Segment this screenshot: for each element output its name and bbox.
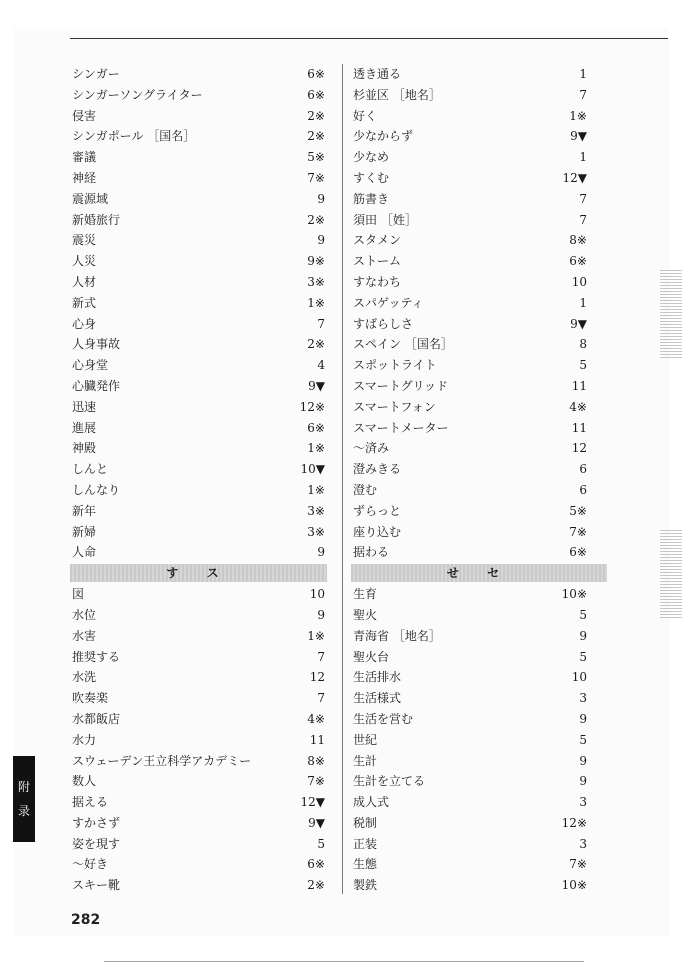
entry-lesson-number: 10※ [561,587,587,602]
entry-term: 筋書き [353,191,390,206]
entry-term: 生育 [353,587,378,602]
entry-term: 震源域 [72,191,109,206]
index-entry [351,334,607,355]
index-entry [70,189,327,210]
index-entry [351,751,607,772]
entry-term: スマートメーター [353,420,449,435]
entry-term: 製鉄 [353,878,378,893]
entry-term: 聖火台 [353,649,390,664]
entry-lesson-number: 8※ [307,753,325,768]
entry-term: ～済み [353,441,390,456]
entry-term: ストーム [353,254,402,269]
side-tab-char-2: 录 [17,804,30,818]
entry-lesson-number: 2※ [307,337,325,352]
entry-lesson-number: 9 [317,607,325,622]
index-entry [351,542,607,563]
entry-term: 水力 [72,732,97,747]
entry-lesson-number: 9 [579,774,587,789]
index-entry [351,293,607,314]
entry-term: 好く [353,108,378,123]
entry-term: ずらっと [353,503,402,518]
entry-lesson-number: 9 [317,233,325,248]
index-entry [351,792,607,813]
index-entry [351,667,607,688]
entry-term: 神経 [72,170,97,185]
entry-lesson-number: 7※ [569,524,587,539]
entry-lesson-number: 4※ [569,399,587,414]
entry-lesson-number: 8※ [569,233,587,248]
entry-term: すかさず [72,815,121,830]
entry-lesson-number: 6※ [307,67,325,81]
entry-term: 少なめ [353,150,390,165]
index-entry [351,376,607,397]
entry-term: 迅速 [72,399,97,414]
entry-lesson-number: 12▼ [300,795,325,810]
entry-lesson-number: 4※ [307,711,325,726]
entry-lesson-number: 2※ [307,212,325,227]
appendix-side-tab [13,756,35,842]
entry-lesson-number: 12 [309,670,325,685]
index-entry [351,438,607,459]
entry-term: 杉並区 ［地名］ [353,87,441,102]
entry-term: スマートグリッド [353,378,449,393]
entry-lesson-number: 1 [579,67,587,81]
entry-lesson-number: 7 [579,87,587,102]
entry-term: シンガーソングライター [72,87,203,102]
index-entry [70,647,327,668]
entry-term: 生活様式 [353,691,402,706]
index-entry [70,397,327,418]
index-entry [351,355,607,376]
index-entry [351,459,607,480]
index-entry [70,771,327,792]
entry-lesson-number: 6※ [569,545,587,560]
entry-term: スタメン [353,233,402,248]
entry-term: しんなり [72,482,121,497]
index-entry [351,210,607,231]
entry-term: 生活排水 [353,670,402,685]
index-entry [351,626,607,647]
entry-lesson-number: 7※ [307,170,325,185]
entry-term: 正装 [353,836,378,851]
index-entry [351,126,607,147]
entry-lesson-number: 5 [579,607,587,622]
index-entry [351,605,607,626]
entry-lesson-number: 9▼ [570,129,587,144]
entry-term: 吹奏楽 [72,691,109,706]
index-entry [351,584,607,605]
index-entry [70,293,327,314]
index-entry [351,85,607,106]
entry-term: 心身堂 [72,358,109,373]
index-entry [70,542,327,563]
entry-term: 少なからず [353,129,414,144]
index-entry [70,210,327,231]
left-index-column [70,64,327,896]
index-entry [70,688,327,709]
entry-lesson-number: 3 [579,691,587,706]
entry-lesson-number: 7 [317,316,325,331]
scan-edge-mark [660,268,682,358]
index-entry [70,522,327,543]
entry-lesson-number: 8 [579,337,587,352]
entry-term: 水洗 [72,670,97,685]
entry-term: 人災 [72,254,97,269]
index-entry [70,792,327,813]
entry-lesson-number: 9▼ [308,378,325,393]
index-entry [70,334,327,355]
entry-term: 人身事故 [72,337,121,352]
index-entry [351,314,607,335]
index-entry [70,106,327,127]
entry-lesson-number: 7※ [307,774,325,789]
index-entry [351,189,607,210]
entry-term: 据わる [353,545,390,560]
index-entry [351,397,607,418]
entry-lesson-number: 6 [579,462,587,477]
scan-edge-mark [660,528,682,618]
entry-term: 水害 [72,628,97,643]
section-heading-bar: せ セ [351,564,607,582]
entry-term: スキー靴 [72,878,121,893]
entry-lesson-number: 1※ [307,441,325,456]
entry-lesson-number: 6※ [307,857,325,872]
entry-lesson-number: 7 [317,649,325,664]
entry-term: 姿を現す [72,836,121,851]
entry-lesson-number: 1※ [569,108,587,123]
index-entry [351,730,607,751]
entry-lesson-number: 7 [579,212,587,227]
index-entry [351,647,607,668]
index-entry [351,771,607,792]
entry-lesson-number: 12※ [299,399,325,414]
entry-term: 侵害 [72,108,97,123]
entry-lesson-number: 12 [571,441,587,456]
entry-term: 据える [72,795,109,810]
entry-term: 新年 [72,503,97,518]
entry-term: 新婦 [72,524,97,539]
entry-term: 心臓発作 [72,378,121,393]
entry-lesson-number: 9 [317,545,325,560]
entry-lesson-number: 1※ [307,482,325,497]
index-entry [70,168,327,189]
entry-lesson-number: 5 [317,836,325,851]
index-entry [70,667,327,688]
entry-lesson-number: 10※ [561,878,587,893]
entry-lesson-number: 2※ [307,878,325,893]
entry-term: 青海省 ［地名］ [353,628,441,643]
entry-lesson-number: 3※ [307,503,325,518]
entry-term: 心身 [72,316,97,331]
index-entry [70,85,327,106]
entry-term: 数人 [72,774,97,789]
entry-lesson-number: 7 [317,691,325,706]
top-rule [70,38,668,39]
index-entry [351,709,607,730]
entry-term: 図 [72,587,85,602]
entry-lesson-number: 3 [579,836,587,851]
entry-term: シンガポール ［国名］ [72,129,196,144]
entry-lesson-number: 3※ [307,274,325,289]
entry-lesson-number: 5※ [307,150,325,165]
index-entry [70,147,327,168]
index-entry [70,813,327,834]
entry-lesson-number: 7※ [569,857,587,872]
index-entry [70,709,327,730]
entry-lesson-number: 4 [317,358,325,373]
index-entry [351,813,607,834]
entry-term: 人材 [72,274,97,289]
side-tab-char-1: 附 [17,780,30,794]
entry-term: すなわち [353,274,402,289]
index-entry [351,501,607,522]
entry-lesson-number: 10 [571,274,587,289]
entry-term: 生態 [353,857,378,872]
index-entry [70,751,327,772]
entry-term: 透き通る [353,67,402,81]
index-entry [351,64,607,85]
entry-lesson-number: 3※ [307,524,325,539]
entry-term: すばらしさ [353,316,414,331]
index-entry [70,501,327,522]
entry-term: 進展 [72,420,97,435]
entry-term: 新式 [72,295,97,310]
index-entry [70,584,327,605]
entry-lesson-number: 9 [579,711,587,726]
index-entry [351,688,607,709]
entry-lesson-number: 1 [579,295,587,310]
entry-term: 須田 ［姓］ [353,212,417,227]
entry-term: スパゲッティ [353,295,424,310]
index-entry [70,626,327,647]
entry-lesson-number: 5※ [569,503,587,518]
index-entry [351,251,607,272]
entry-lesson-number: 1※ [307,628,325,643]
entry-term: スマートフォン [353,399,436,414]
entry-term: スウェーデン王立科学アカデミー [72,753,252,768]
bottom-divider [104,961,584,962]
entry-lesson-number: 1 [579,150,587,165]
index-entry [351,854,607,875]
index-entry [70,376,327,397]
entry-lesson-number: 9▼ [570,316,587,331]
index-entry [351,834,607,855]
index-entry [70,730,327,751]
entry-term: 税制 [353,815,378,830]
entry-term: 座り込む [353,524,402,539]
entry-term: 世紀 [353,732,378,747]
entry-term: 神殿 [72,441,97,456]
index-entry [70,418,327,439]
entry-lesson-number: 10 [571,670,587,685]
entry-lesson-number: 12※ [561,815,587,830]
index-entry [70,251,327,272]
index-entry [70,230,327,251]
entry-lesson-number: 5 [579,649,587,664]
entry-term: 生計 [353,753,378,768]
entry-term: スポットライト [353,358,437,373]
entry-term: 澄みきる [353,462,402,477]
entry-lesson-number: 11 [309,732,325,747]
entry-lesson-number: 9 [579,753,587,768]
entry-lesson-number: 1※ [307,295,325,310]
index-entry [70,314,327,335]
entry-lesson-number: 9 [317,191,325,206]
index-entry [70,459,327,480]
entry-term: 生活を営む [353,711,414,726]
index-entry [351,147,607,168]
index-entry [70,272,327,293]
index-entry [351,522,607,543]
page-number: 282 [71,912,101,928]
entry-term: 震災 [72,233,97,248]
entry-term: 成人式 [353,795,390,810]
index-entry [351,480,607,501]
entry-lesson-number: 11 [571,378,587,393]
entry-term: シンガー [72,67,120,81]
column-separator [342,64,343,894]
section-heading-bar: す ス [70,564,327,582]
entry-lesson-number: 9 [579,628,587,643]
entry-lesson-number: 5 [579,358,587,373]
entry-lesson-number: 6 [579,482,587,497]
entry-term: 生計を立てる [353,774,426,789]
index-entry [70,480,327,501]
right-index-column [351,64,607,896]
entry-term: 水位 [72,607,97,622]
index-entry [70,355,327,376]
entry-lesson-number: 10 [309,587,325,602]
entry-term: ～好き [72,857,109,872]
entry-term: スペイン ［国名］ [353,337,453,352]
index-entry [70,126,327,147]
index-entry [351,168,607,189]
entry-lesson-number: 6※ [307,87,325,102]
entry-lesson-number: 10▼ [300,462,325,477]
entry-lesson-number: 7 [579,191,587,206]
entry-term: 水都飯店 [72,711,121,726]
index-entry [70,438,327,459]
entry-term: 澄む [353,482,378,497]
entry-lesson-number: 9▼ [308,815,325,830]
entry-term: 審議 [72,150,97,165]
entry-lesson-number: 11 [571,420,587,435]
index-entry [70,605,327,626]
entry-lesson-number: 6※ [569,254,587,269]
index-entry [70,854,327,875]
index-entry [70,834,327,855]
entry-lesson-number: 2※ [307,108,325,123]
entry-term: 推奨する [72,649,121,664]
entry-term: 新婚旅行 [72,212,121,227]
entry-term: すくむ [353,170,390,185]
index-entry [351,106,607,127]
index-entry [351,875,607,896]
index-entry [351,418,607,439]
index-entry [70,64,327,85]
index-entry [351,230,607,251]
entry-lesson-number: 2※ [307,129,325,144]
entry-term: 人命 [72,545,97,560]
entry-term: 聖火 [353,607,378,622]
entry-lesson-number: 3 [579,795,587,810]
entry-lesson-number: 5 [579,732,587,747]
index-entry [70,875,327,896]
entry-lesson-number: 6※ [307,420,325,435]
index-entry [351,272,607,293]
entry-term: しんと [72,462,109,477]
entry-lesson-number: 12▼ [562,170,587,185]
entry-lesson-number: 9※ [307,254,325,269]
